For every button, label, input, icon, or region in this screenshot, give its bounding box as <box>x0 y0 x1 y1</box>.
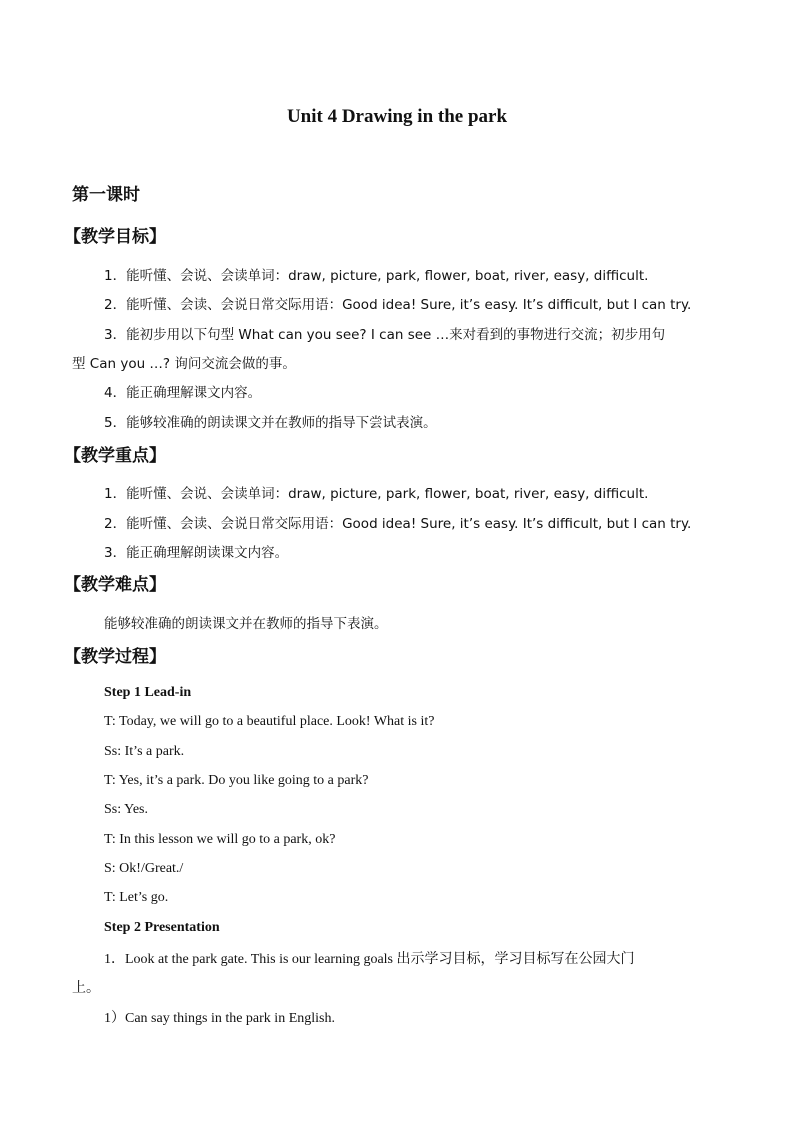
dialogue-line: Ss: It’s a park. <box>104 744 185 759</box>
key-point-item: 1．能听懂、会说、会读单词：draw, picture, park, flower, boat, river, easy, difficult. <box>104 486 649 502</box>
section-heading-key-points: 【教学重点】 <box>64 446 166 466</box>
dialogue-line: Ss: Yes. <box>104 802 148 817</box>
presentation-line: 1．Look at the park gate. This is our learning goals 出示学习目标，学习目标写在公园大门 <box>104 952 635 967</box>
step-heading: Step 2 Presentation <box>104 920 220 935</box>
goal-item: 2．能听懂、会读、会说日常交际用语：Good idea! Sure, it’s easy. It’s difficult, but I can try. <box>104 297 692 313</box>
dialogue-line: S: Ok!/Great./ <box>104 861 184 876</box>
step-heading: Step 1 Lead-in <box>104 685 192 700</box>
dialogue-line: T: In this lesson we will go to a park, ok? <box>104 832 336 847</box>
section-heading-process: 【教学过程】 <box>64 647 166 667</box>
dialogue-line: T: Today, we will go to a beautiful place. Look! What is it? <box>104 714 435 729</box>
key-point-item: 2．能听懂、会读、会说日常交际用语：Good idea! Sure, it’s easy. It’s difficult, but I can try. <box>104 516 692 532</box>
goal-item: 5．能够较准确的朗读课文并在教师的指导下尝试表演。 <box>104 415 437 431</box>
presentation-subitem: 1）Can say things in the park in English. <box>104 1011 335 1026</box>
page-title: Unit 4 Drawing in the park <box>286 106 508 127</box>
goal-item: 1．能听懂、会说、会读单词：draw, picture, park, flower, boat, river, easy, difficult. <box>104 268 649 284</box>
goal-item: 3．能初步用以下句型 What can you see? I can see …来对看到的事物进行交流；初步用句 <box>104 327 666 343</box>
section-heading-goals: 【教学目标】 <box>64 227 166 247</box>
key-point-item: 3．能正确理解朗读课文内容。 <box>104 545 289 561</box>
section-heading-difficulties: 【教学难点】 <box>64 575 166 595</box>
goal-item-continued: 型 Can you …? 询问交流会做的事。 <box>72 356 296 372</box>
dialogue-line: T: Let’s go. <box>104 890 169 905</box>
presentation-line-continued: 上。 <box>72 981 100 996</box>
difficulty-text: 能够较准确的朗读课文并在教师的指导下表演。 <box>104 616 388 632</box>
dialogue-line: T: Yes, it’s a park. Do you like going to a park? <box>104 773 369 788</box>
goal-item: 4．能正确理解课文内容。 <box>104 385 262 401</box>
lesson-heading: 第一课时 <box>72 185 140 205</box>
